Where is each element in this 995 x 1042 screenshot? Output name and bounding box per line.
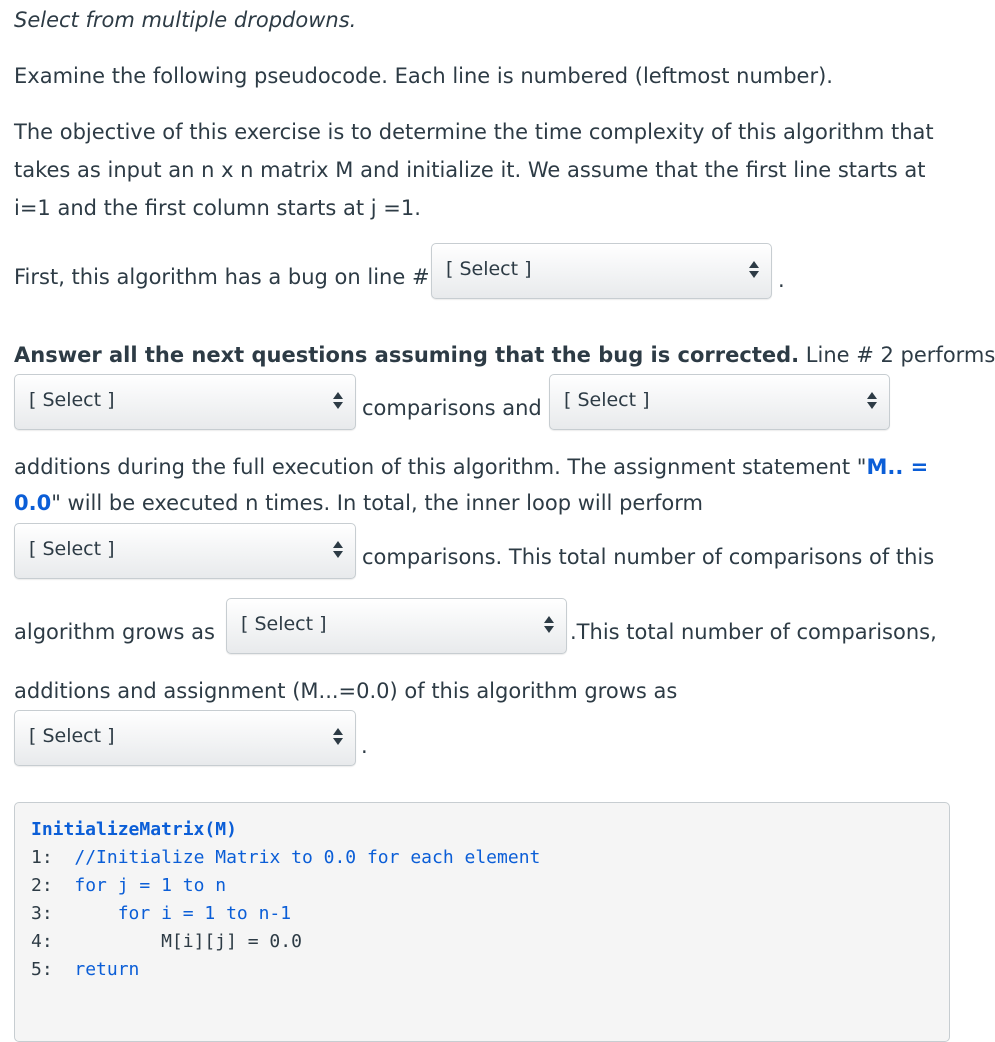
updown-arrow-icon: [333, 727, 343, 747]
bug-question-text: First, this algorithm has a bug on line #: [14, 265, 430, 289]
objective-line-2: takes as input an n x n matrix M and initialize it. We assume that the first line starts at: [14, 158, 926, 182]
code-line-3: 3: for i = 1 to n-1: [31, 903, 292, 924]
code-line-1: 1: //Initialize Matrix to 0.0 for each element: [31, 847, 541, 868]
instruction-text: Select from multiple dropdowns.: [14, 8, 357, 32]
executed-line: 0.0" will be executed n times. In total, the inner loop will perform: [14, 491, 703, 515]
updown-arrow-icon: [333, 540, 343, 560]
period-2: .: [361, 734, 368, 758]
total-growth-select[interactable]: [14, 710, 356, 766]
grows-suffix-text: .This total number of comparisons,: [570, 620, 937, 644]
select-value: [ Select ]: [29, 389, 115, 411]
select-value: [ Select ]: [29, 725, 115, 747]
answer-line: Answer all the next questions assuming that the bug is corrected. Line # 2 performs: [14, 343, 995, 367]
code-line-2: 2: for j = 1 to n: [31, 875, 227, 896]
period-1: .: [778, 268, 785, 292]
code-line-4: 4: M[i][j] = 0.0: [31, 931, 302, 952]
objective-line-1: The objective of this exercise is to determine the time complexity of this algorithm that: [14, 120, 934, 144]
updown-arrow-icon: [749, 260, 759, 280]
comparisons-and-text: comparisons and: [362, 396, 542, 420]
updown-arrow-icon: [544, 615, 554, 635]
select-value: [ Select ]: [564, 389, 650, 411]
line2-additions-select[interactable]: [549, 374, 890, 430]
additions-line: additions during the full execution of this algorithm. The assignment statement "M.. =: [14, 455, 929, 479]
select-value: [ Select ]: [29, 538, 115, 560]
grows-prefix-text: algorithm grows as: [14, 620, 215, 644]
objective-line-3: i=1 and the first column starts at j =1.: [14, 196, 421, 220]
comparisons-total-text: comparisons. This total number of comparisons of this: [362, 545, 935, 569]
updown-arrow-icon: [867, 391, 877, 411]
line2-comparisons-select[interactable]: [14, 374, 356, 430]
pseudocode-block: [14, 802, 950, 1042]
code-line-5: 5: return: [31, 959, 140, 980]
comparisons-growth-select[interactable]: [226, 598, 567, 654]
inner-comparisons-select[interactable]: [14, 523, 356, 579]
select-value: [ Select ]: [241, 613, 327, 635]
intro-text: Examine the following pseudocode. Each line is numbered (leftmost number).: [14, 64, 833, 88]
select-value: [ Select ]: [446, 258, 532, 280]
updown-arrow-icon: [333, 391, 343, 411]
additions-assignment-text: additions and assignment (M...=0.0) of this algorithm grows as: [14, 679, 678, 703]
code-title: InitializeMatrix(M): [31, 819, 237, 840]
bug-line-select[interactable]: [431, 243, 772, 299]
